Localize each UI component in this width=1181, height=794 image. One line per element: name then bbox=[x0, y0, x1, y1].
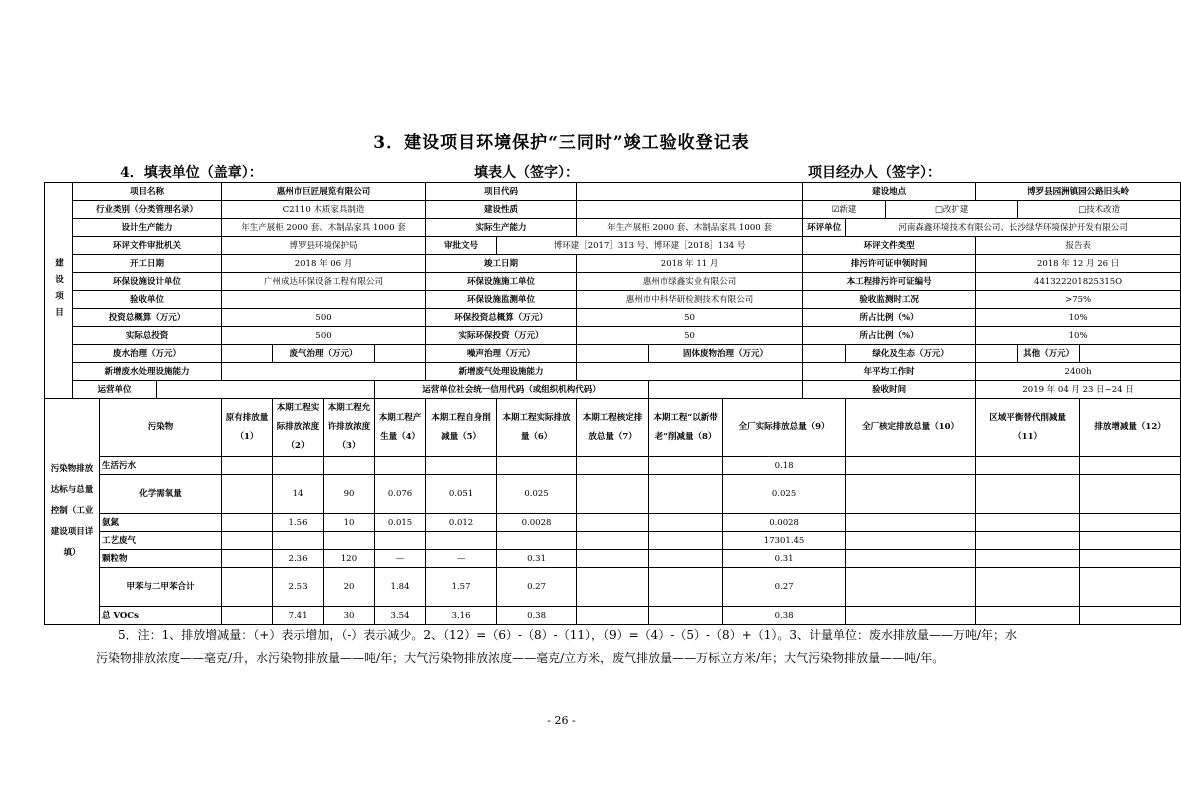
pollutant-name: 总 VOCs bbox=[100, 607, 222, 625]
label-monitor-unit: 环保设施监测单位 bbox=[426, 291, 577, 309]
label-approval-no: 审批文号 bbox=[426, 237, 497, 255]
label-actual-capacity: 实际生产能力 bbox=[426, 219, 577, 237]
label-noise-treatment: 噪声治理（万元） bbox=[426, 345, 577, 363]
label-actual-ratio: 所占比例（%） bbox=[803, 327, 976, 345]
label-other: 其他（万元） bbox=[1018, 345, 1080, 363]
label-gas-treatment: 废气治理（万元） bbox=[273, 345, 375, 363]
footnote-line-1: 5．注：1、排放增减量：（+）表示增加，（-）表示减少。2、（12）=（6）-（8）-（11），（9）=（4）-（5）-（8）+（1）。3、计量单位：废水排放量——万吨/年；水 bbox=[118, 628, 1018, 642]
pollutant-name: 生活污水 bbox=[100, 457, 222, 475]
approval-no: 博环建［2017］313 号、博环建［2018］134 号 bbox=[497, 237, 803, 255]
label-investment: 投资总概算（万元） bbox=[73, 309, 222, 327]
table-row: 氨氮 1.56 10 0.015 0.012 0.0028 0.0028 bbox=[45, 514, 1181, 532]
label-env-investment: 环保投资总概算（万元） bbox=[426, 309, 577, 327]
design-unit: 广州成达环保设备工程有限公司 bbox=[222, 273, 426, 291]
label-construction-unit: 环保设施施工单位 bbox=[426, 273, 577, 291]
fill-unit-label: 4．填表单位（盖章）： bbox=[120, 165, 263, 181]
label-actual-investment: 实际总投资 bbox=[73, 327, 222, 345]
page-title: 3．建设项目环境保护“三同时”竣工验收登记表 bbox=[373, 133, 750, 153]
nature-expand: □改扩建 bbox=[886, 201, 1018, 219]
label-eia-unit: 环评单位 bbox=[803, 219, 846, 237]
pollutant-name: 氨氮 bbox=[100, 514, 222, 532]
label-project-name: 项目名称 bbox=[73, 183, 222, 201]
ratio: 10% bbox=[976, 309, 1181, 327]
label-work-hours: 年平均工作时 bbox=[803, 363, 976, 381]
label-design-capacity: 设计生产能力 bbox=[73, 219, 222, 237]
table-row: 工艺废气 17301.45 bbox=[45, 532, 1181, 550]
label-nature: 建设性质 bbox=[426, 201, 577, 219]
manager-label: 项目经办人（签字）： bbox=[808, 165, 941, 181]
acceptance-time: 2019 年 04 月 23 日~24 日 bbox=[976, 381, 1181, 399]
header-c7: 本期工程核定排放总量（7） bbox=[577, 399, 649, 457]
header-c8: 本期工程“以新带老”削减量（8） bbox=[649, 399, 723, 457]
footnote-line-2: 污染物排放浓度——毫克/升，水污染物排放量——吨/年；大气污染物排放浓度——毫克/立方米，废气排放量——万标立方米/年；大气污染物排放量——吨/年。 bbox=[96, 651, 945, 665]
construction-unit: 惠州市绿鑫实业有限公司 bbox=[577, 273, 803, 291]
label-actual-env-investment: 实际环保投资（万元） bbox=[426, 327, 577, 345]
permit-no: 441322201825315O bbox=[976, 273, 1181, 291]
monitor-condition: >75% bbox=[976, 291, 1181, 309]
label-finish-date: 竣工日期 bbox=[426, 255, 577, 273]
header-c2: 本期工程实际排放浓度（2） bbox=[273, 399, 324, 457]
project-name: 惠州市巨匠展览有限公司 bbox=[222, 183, 426, 201]
label-start-date: 开工日期 bbox=[73, 255, 222, 273]
label-solid-treatment: 固体废物治理（万元） bbox=[649, 345, 803, 363]
label-operator: 运营单位 bbox=[73, 381, 157, 399]
approver: 博罗县环境保护局 bbox=[222, 237, 426, 255]
table-row: 甲苯与二甲苯合计 2.53 20 1.84 1.57 0.27 0.27 bbox=[45, 568, 1181, 607]
label-credit-code: 运营单位社会统一信用代码（或组织机构代码） bbox=[375, 381, 649, 399]
actual-investment: 500 bbox=[222, 327, 426, 345]
label-project-code: 项目代码 bbox=[426, 183, 577, 201]
label-monitor-condition: 验收监测时工况 bbox=[803, 291, 976, 309]
permit-date: 2018 年 12 月 26 日 bbox=[976, 255, 1181, 273]
section-construction: 建设项目 bbox=[45, 183, 73, 399]
project-location: 博罗县园洲镇园公路旧头岭 bbox=[976, 183, 1181, 201]
page-number: - 26 - bbox=[547, 714, 576, 727]
table-row: 颗粒物 2.36 120 — — 0.31 0.31 bbox=[45, 550, 1181, 568]
label-acceptance-time: 验收时间 bbox=[803, 381, 976, 399]
nature-new: ☑新建 bbox=[803, 201, 886, 219]
pollutant-name: 颗粒物 bbox=[100, 550, 222, 568]
label-acceptance-unit: 验收单位 bbox=[73, 291, 222, 309]
env-investment: 50 bbox=[577, 309, 803, 327]
table-row: 化学需氧量 14 90 0.076 0.051 0.025 0.025 bbox=[45, 475, 1181, 514]
label-new-gas-capacity: 新增废气处理设施能力 bbox=[426, 363, 577, 381]
header-c6: 本期工程实际排放量（6） bbox=[497, 399, 577, 457]
project-code bbox=[577, 183, 803, 201]
label-location: 建设地点 bbox=[803, 183, 976, 201]
design-capacity: 年生产展柜 2000 套、木制品家具 1000 套 bbox=[222, 219, 426, 237]
table-row: 总 VOCs 7.41 30 3.54 3.16 0.38 0.38 bbox=[45, 607, 1181, 625]
acceptance-unit bbox=[222, 291, 426, 309]
section-pollutants: 污染物排放达标与总量控制（工业建设项目详填） bbox=[45, 399, 100, 625]
pollutant-name: 工艺废气 bbox=[100, 532, 222, 550]
table-row: 生活污水 0.18 bbox=[45, 457, 1181, 475]
label-permit-date: 排污许可证申领时间 bbox=[803, 255, 976, 273]
header-c4: 本期工程产生量（4） bbox=[375, 399, 426, 457]
finish-date: 2018 年 11 月 bbox=[577, 255, 803, 273]
filler-label: 填表人（签字）： bbox=[474, 165, 579, 181]
header-c3: 本期工程允许排放浓度（3） bbox=[324, 399, 375, 457]
header-c12: 排放增减量（12） bbox=[1080, 399, 1181, 457]
industry: C2110 木质家具制造 bbox=[222, 201, 426, 219]
header-c5: 本期工程自身削减量（5） bbox=[426, 399, 497, 457]
investment: 500 bbox=[222, 309, 426, 327]
label-green-ecology: 绿化及生态（万元） bbox=[846, 345, 976, 363]
start-date: 2018 年 06 月 bbox=[222, 255, 426, 273]
label-approver: 环评文件审批机关 bbox=[73, 237, 222, 255]
actual-env-investment: 50 bbox=[577, 327, 803, 345]
label-eia-type: 环评文件类型 bbox=[803, 237, 976, 255]
header-c10: 全厂核定排放总量（10） bbox=[846, 399, 976, 457]
label-water-treatment: 废水治理（万元） bbox=[73, 345, 222, 363]
registration-table bbox=[44, 182, 1181, 625]
eia-unit: 河南森鑫环境技术有限公司、长沙绿华环境保护开发有限公司 bbox=[846, 219, 1181, 237]
actual-capacity: 年生产展柜 2000 套、木制品家具 1000 套 bbox=[577, 219, 803, 237]
eia-type: 报告表 bbox=[976, 237, 1181, 255]
nature-tech: □技术改造 bbox=[1018, 201, 1181, 219]
label-ratio: 所占比例（%） bbox=[803, 309, 976, 327]
header-c1: 原有排放量（1） bbox=[222, 399, 273, 457]
label-new-water-capacity: 新增废水处理设施能力 bbox=[73, 363, 222, 381]
monitor-unit: 惠州市中科华研检测技术有限公司 bbox=[577, 291, 803, 309]
header-c11: 区域平衡替代削减量（11） bbox=[976, 399, 1080, 457]
pollutant-name: 化学需氧量 bbox=[100, 475, 222, 514]
actual-ratio: 10% bbox=[976, 327, 1181, 345]
footnote bbox=[96, 624, 1048, 670]
work-hours: 2400h bbox=[976, 363, 1181, 381]
label-industry: 行业类别（分类管理名录） bbox=[73, 201, 222, 219]
label-design-unit: 环保设施设计单位 bbox=[73, 273, 222, 291]
label-permit-no: 本工程排污许可证编号 bbox=[803, 273, 976, 291]
pollutant-name: 甲苯与二甲苯合计 bbox=[100, 568, 222, 607]
header-pollutant: 污染物 bbox=[100, 399, 222, 457]
header-c9: 全厂实际排放总量（9） bbox=[723, 399, 846, 457]
